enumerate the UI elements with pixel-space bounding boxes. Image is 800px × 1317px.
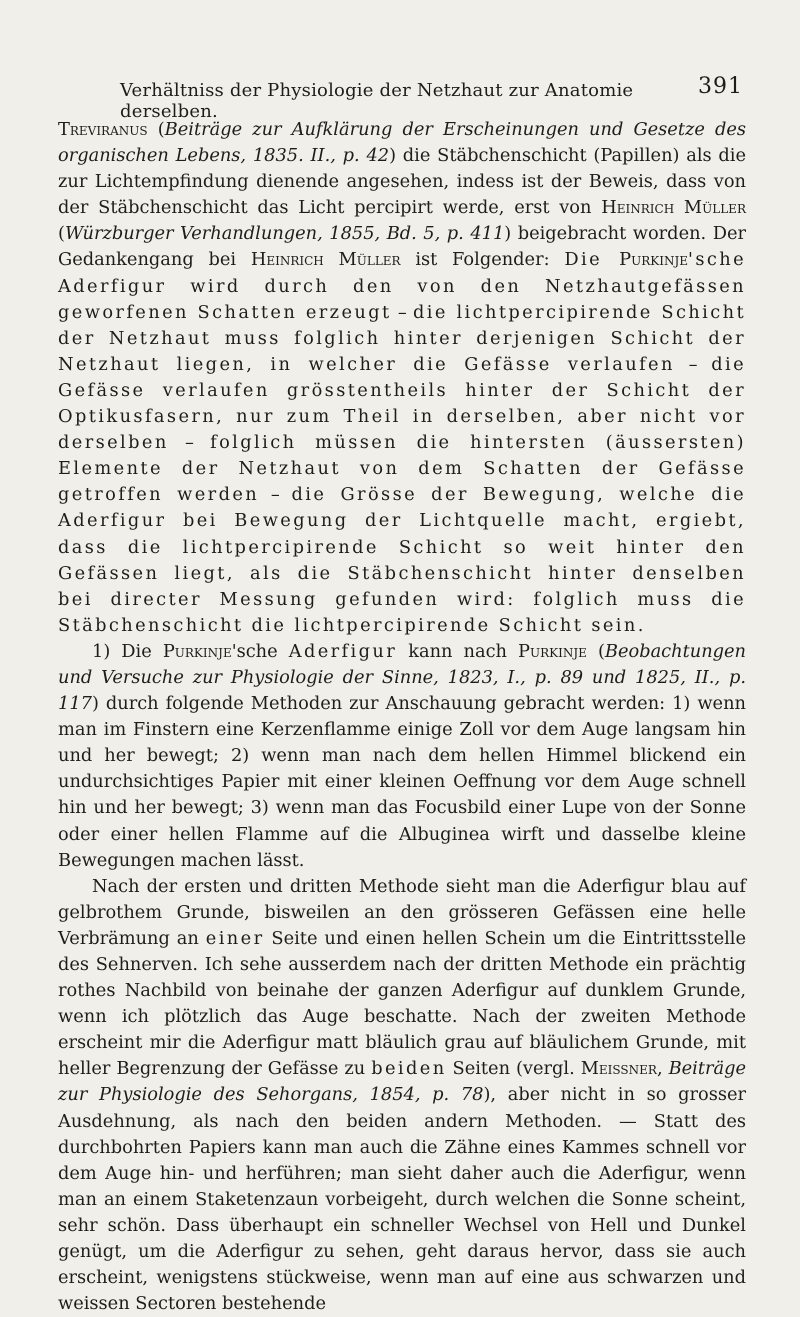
text-run: ( bbox=[147, 119, 165, 140]
text-run: Seiten (vergl. bbox=[446, 1058, 581, 1080]
text-run: kann nach bbox=[397, 640, 519, 662]
emphasized-text: die lichtpercipirende Schicht der Netzhaut muss folglich hinter derjenigen Schicht der Netzhaut liegen, in welcher die Gefässe verlaufen bbox=[58, 301, 746, 375]
emphasized-text: Die bbox=[564, 249, 620, 271]
author-name: Meissner bbox=[580, 1058, 657, 1080]
text-run: Seite und einen hellen Schein um die Eintrittsstelle des Sehnerven. Ich sehe ausserdem nach der dritten Methode ein prächtig rothes Nachbild von beinahe der ganzen Aderfigur auf dunklem Grunde, wenn ich plötzlich das Auge beschatte. Nach der zweiten Methode erscheint mir die Aderfigur matt bläulich grau auf bläulichem Grunde, mit heller Begrenzung der Gefässe zu bbox=[58, 927, 746, 1080]
text-run: ), aber nicht in so grosser Ausdehnung, als nach den beiden andern Methoden. — Statt des durchbohrten Papiers kann man auch die Zähne eines Kammes schnell vor dem Auge hin- und herführen; man sieht daher auch die Aderfigur, wenn man an einem Staketenzaun vorbeigeht, durch welchen die Sonne scheint, sehr schön. Dass überhaupt ein schneller Wechsel von Hell und Dunkel genügt, um die Aderfigur zu sehen, geht daraus hervor, dass sie auch erscheint, wenigstens stückweise, wenn man auf eine aus schwarzen und weissen Sectoren bestehende bbox=[58, 1084, 746, 1315]
body-text bbox=[58, 117, 746, 1317]
emphasized-text: 'sche Aderfigur wird durch den von den Netzhautgefässen geworfenen Schatten erzeugt bbox=[58, 249, 746, 323]
paragraph-3 bbox=[58, 874, 746, 1317]
emphasized-text: Aderfigur bbox=[288, 640, 398, 662]
text-run: ) beigebracht worden. Der Gedankengang bei bbox=[58, 223, 746, 271]
paragraph-1 bbox=[58, 117, 746, 639]
author-name: Purkinje bbox=[162, 640, 232, 662]
author-name: Purkinje bbox=[518, 640, 587, 662]
author-name: Treviranus bbox=[58, 119, 148, 140]
text-run: 1) Die bbox=[92, 640, 163, 662]
text-run: ( bbox=[586, 640, 605, 662]
text-run: ( bbox=[58, 223, 65, 245]
author-name: Heinrich Müller bbox=[601, 197, 746, 219]
paragraph-2 bbox=[58, 639, 746, 874]
text-run: ) die Stäbchenschicht (Papillen) als die zur Lichtempfindung dienende angesehen, indess ist der Beweis, dass von der Stäbchenschicht das Licht percipirt werde, erst von bbox=[58, 145, 746, 219]
citation: Beiträge zur Aufklärung der Erscheinungen und Gesetze des organischen Lebens, 1835. II., p. 42 bbox=[58, 119, 747, 167]
text-run: – bbox=[259, 484, 292, 506]
emphasized-text: einer bbox=[205, 927, 265, 949]
text-run: – bbox=[391, 301, 413, 323]
text-run: – bbox=[168, 432, 211, 454]
emphasized-text: die Gefässe verlaufen grösstentheils hinter der Schicht der Optikusfasern, nur zum Theil in derselben, aber nicht vor derselben bbox=[58, 353, 746, 454]
citation: Beiträge zur Physiologie des Sehorgans, 1854, p. 78 bbox=[58, 1058, 746, 1106]
text-run: ist Folgender: bbox=[400, 249, 565, 271]
emphasized-text: folglich müssen die hintersten (äussersten) Elemente der Netzhaut von dem Schatten der Gefässe getroffen werden bbox=[58, 432, 746, 506]
citation: Würzburger Verhandlungen, 1855, Bd. 5, p. 411 bbox=[64, 223, 505, 245]
text-run: , bbox=[656, 1058, 669, 1080]
text-run: ) durch folgende Methoden zur Anschauung gebracht werden: 1) wenn man im Finstern eine Kerzenflamme einige Zoll vor dem Auge langsam hin und her bewegt; 2) wenn man nach dem hellen Himmel blickend ein undurchsichtiges Papier mit einer kleinen Oeffnung vor dem Auge schnell hin und her bewegt; 3) wenn man das Focusbild einer Lupe von der Sonne oder einer hellen Flamme auf die Albuginea wirft und dasselbe kleine Bewegungen machen lässt. bbox=[58, 693, 746, 871]
author-name: Heinrich Müller bbox=[250, 249, 401, 271]
running-header: Verhältniss der Physiologie der Netzhaut zur Anatomie derselben. bbox=[120, 80, 634, 122]
text-run: Nach der ersten und dritten Methode sieht man die Aderfigur blau auf gelbrothem Grunde, bisweilen an den grösseren Gefässen eine helle Verbrämung an bbox=[58, 875, 746, 949]
emphasized-text: beiden bbox=[371, 1058, 447, 1080]
page-number: 391 bbox=[698, 74, 743, 99]
citation: Beobachtungen und Versuche zur Physiologie der Sinne, 1823, I., p. 89 und 1825, II., p. 117 bbox=[58, 640, 747, 715]
text-run: – bbox=[674, 353, 712, 375]
emphasized-text: die Grösse der Bewegung, welche die Aderfigur bei Bewegung der Lichtquelle macht, ergiebt, dass die lichtpercipirende Schicht so weit hinter den Gefässen liegt, als die Stäbchenschicht hinter denselben bei directer Messung gefunden wird: folglich muss die Stäbchenschicht die lichtpercipirende Schicht sein. bbox=[58, 484, 746, 636]
text-run: 'sche bbox=[231, 640, 289, 662]
author-name: Purkinje bbox=[619, 249, 689, 271]
